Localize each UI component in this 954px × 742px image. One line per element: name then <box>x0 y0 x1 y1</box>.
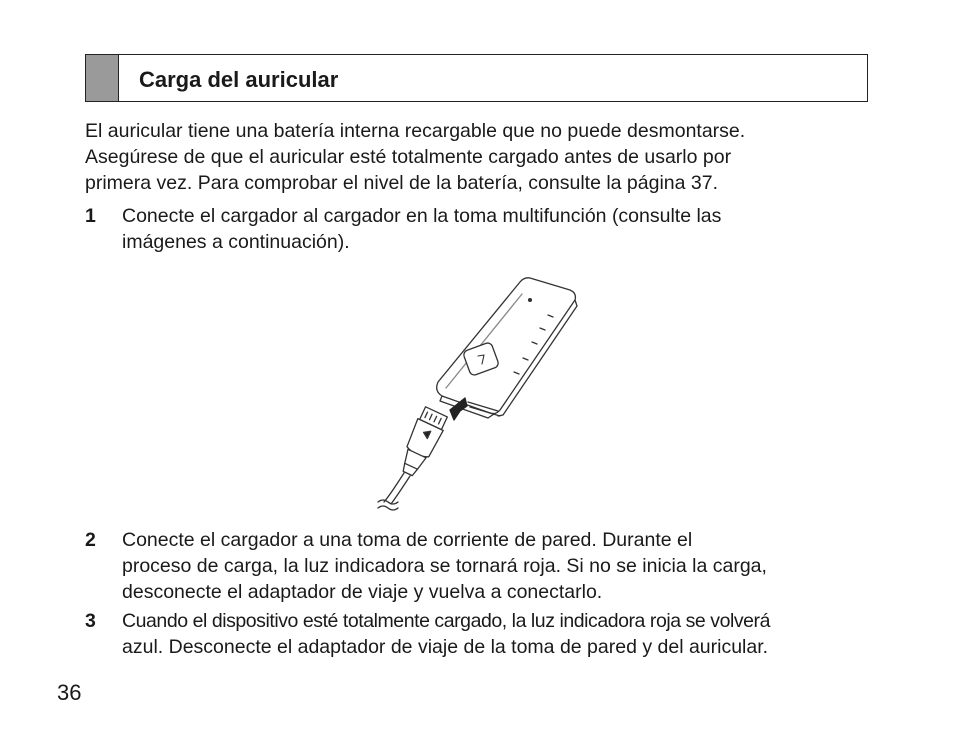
intro-line: El auricular tiene una batería interna recargable que no puede desmontarse. <box>85 120 746 142</box>
step-line: Conecte el cargador al cargador en la toma multifunción (consulte las <box>122 205 722 227</box>
step-line: Cuando el dispositivo esté totalmente cargado, la luz indicadora roja se volverá <box>122 610 770 632</box>
step-number: 3 <box>85 610 96 632</box>
intro-paragraph <box>85 118 875 196</box>
step-line: desconecte el adaptador de viaje y vuelva a conectarlo. <box>122 581 603 603</box>
step-line: proceso de carga, la luz indicadora se tornará roja. Si no se inicia la carga, <box>122 555 767 577</box>
step-line: azul. Desconecte el adaptador de viaje de la toma de pared y del auricular. <box>122 636 769 658</box>
intro-line: Asegúrese de que el auricular esté totalmente cargado antes de usarlo por <box>85 146 732 168</box>
charger-cable <box>384 473 404 502</box>
headset-body <box>437 278 576 414</box>
step-number: 1 <box>85 205 96 227</box>
indicator-light <box>529 299 532 302</box>
section-header-tab <box>86 55 119 101</box>
section-title: Carga del auricular <box>139 67 339 92</box>
section-header <box>85 54 868 102</box>
step-line: imágenes a continuación). <box>122 231 350 253</box>
charging-illustration <box>370 270 590 515</box>
step-line: Conecte el cargador a una toma de corriente de pared. Durante el <box>122 529 693 551</box>
intro-line: primera vez. Para comprobar el nivel de la batería, consulte la página 37. <box>85 172 719 194</box>
usb-connector <box>395 406 449 479</box>
page-number: 36 <box>57 680 82 705</box>
step-number: 2 <box>85 529 96 551</box>
headset-charger-drawing <box>370 270 590 515</box>
